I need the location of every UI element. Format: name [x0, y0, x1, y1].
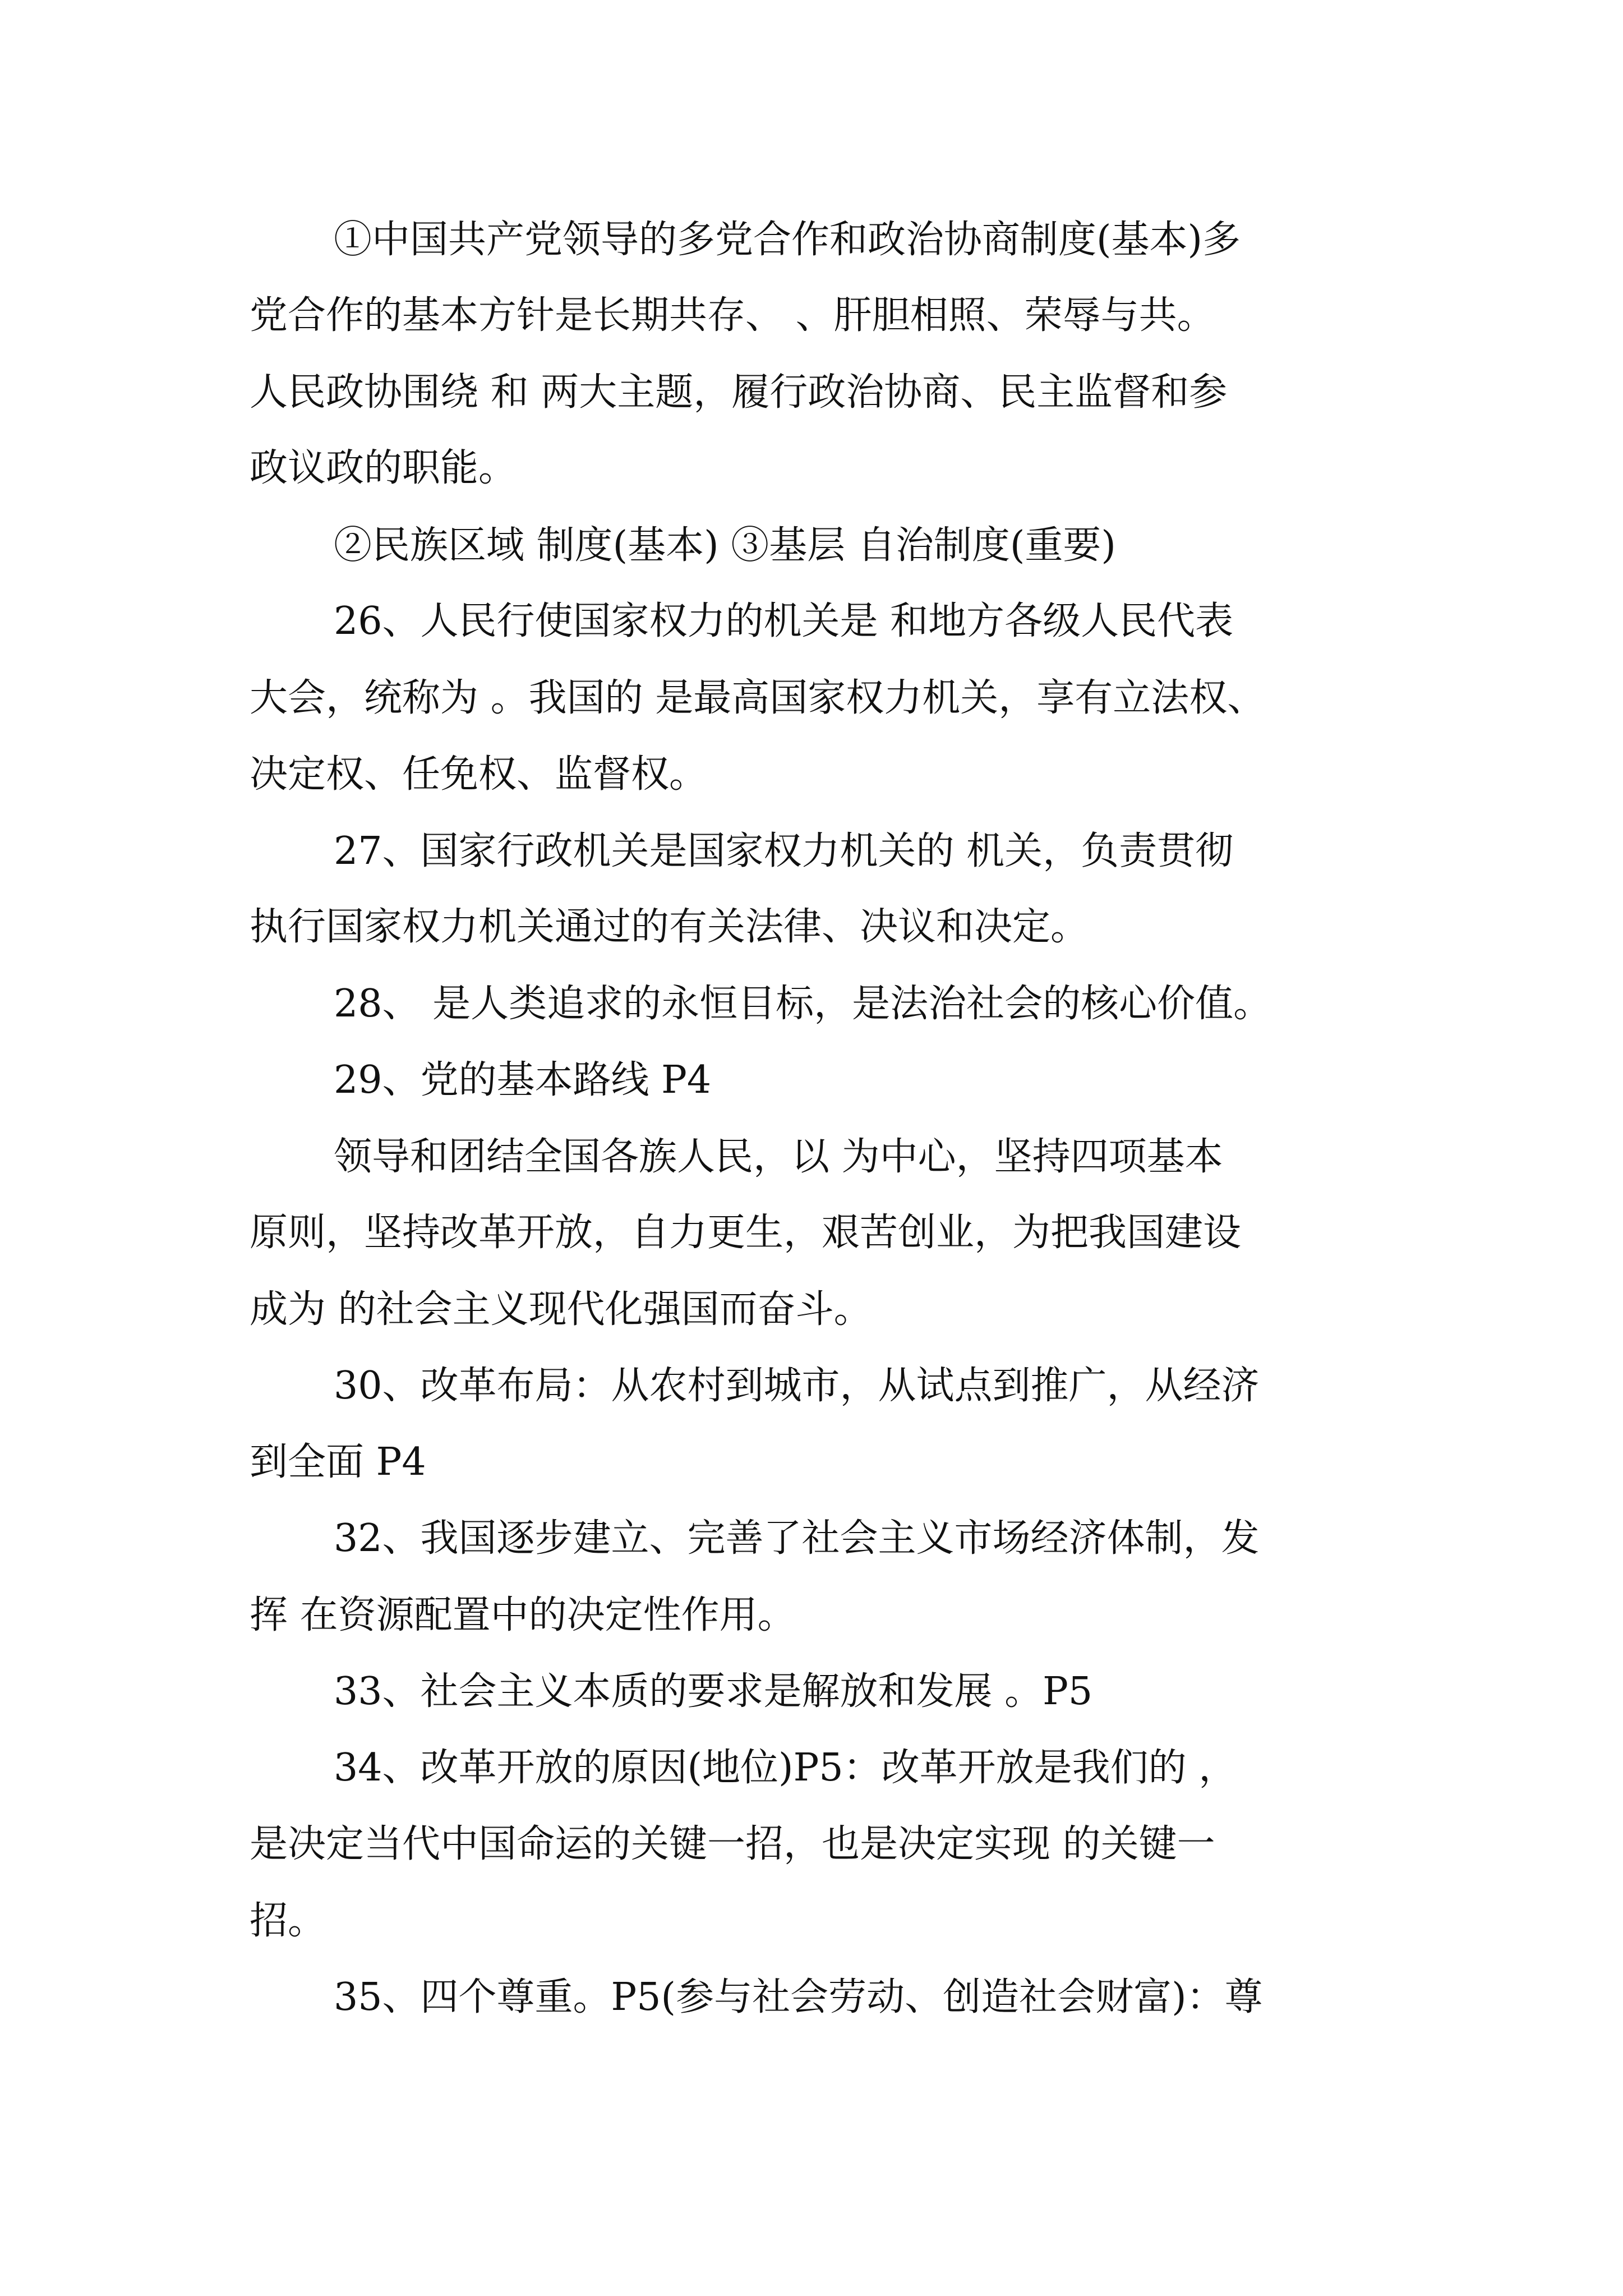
text-line: 34、改革开放的原因(地位)P5：改革开放是我们的 ， [334, 1746, 1237, 1790]
text-line: 成为 的社会主义现代化强国而奋斗。 [250, 1287, 872, 1332]
text-line: 32、我国逐步建立、完善了社会主义市场经济体制，发 [334, 1516, 1260, 1561]
text-line: ②民族区域 制度(基本) ③基层 自治制度(重要) [334, 523, 1116, 568]
text-line: 33、社会主义本质的要求是解放和发展 。P5 [334, 1669, 1093, 1714]
text-line: ①中国共产党领导的多党合作和政治协商制度(基本)多 [334, 218, 1241, 262]
text-line: 执行国家权力机关通过的有关法律、决议和决定。 [250, 905, 1089, 949]
text-line: 决定权、任免权、监督权。 [250, 752, 708, 797]
text-line: 28、 是人类追求的永恒目标，是法治社会的核心价值。 [334, 982, 1272, 1026]
text-line: 人民政协围绕 和 两大主题，履行政治协商、民主监督和参 [250, 370, 1228, 415]
text-line: 大会，统称为 。我国的 是最高国家权力机关，享有立法权、 [250, 676, 1266, 720]
text-line: 政议政的职能。 [250, 446, 517, 490]
text-line: 35、四个尊重。P5(参与社会劳动、创造社会财富)：尊 [334, 1975, 1263, 2019]
text-line: 领导和团结全国各族人民，以 为中心，坚持四项基本 [334, 1135, 1223, 1179]
text-line: 原则，坚持改革开放，自力更生，艰苦创业，为把我国建设 [250, 1211, 1242, 1255]
text-line: 党合作的基本方针是长期共存、 、肝胆相照、荣辱与共。 [250, 293, 1215, 338]
text-line: 30、改革布局：从农村到城市，从试点到推广，从经济 [334, 1364, 1260, 1408]
text-line: 27、国家行政机关是国家权力机关的 机关，负责贯彻 [334, 829, 1234, 873]
text-line: 29、党的基本路线 P4 [334, 1058, 712, 1102]
text-line: 招。 [250, 1899, 326, 1943]
text-line: 到全面 P4 [250, 1440, 426, 1484]
text-line: 是决定当代中国命运的关键一招，也是决定实现 的关键一 [250, 1822, 1215, 1866]
text-line: 26、人民行使国家权力的机关是 和地方各级人民代表 [334, 599, 1234, 643]
text-line: 挥 在资源配置中的决定性作用。 [250, 1593, 796, 1637]
